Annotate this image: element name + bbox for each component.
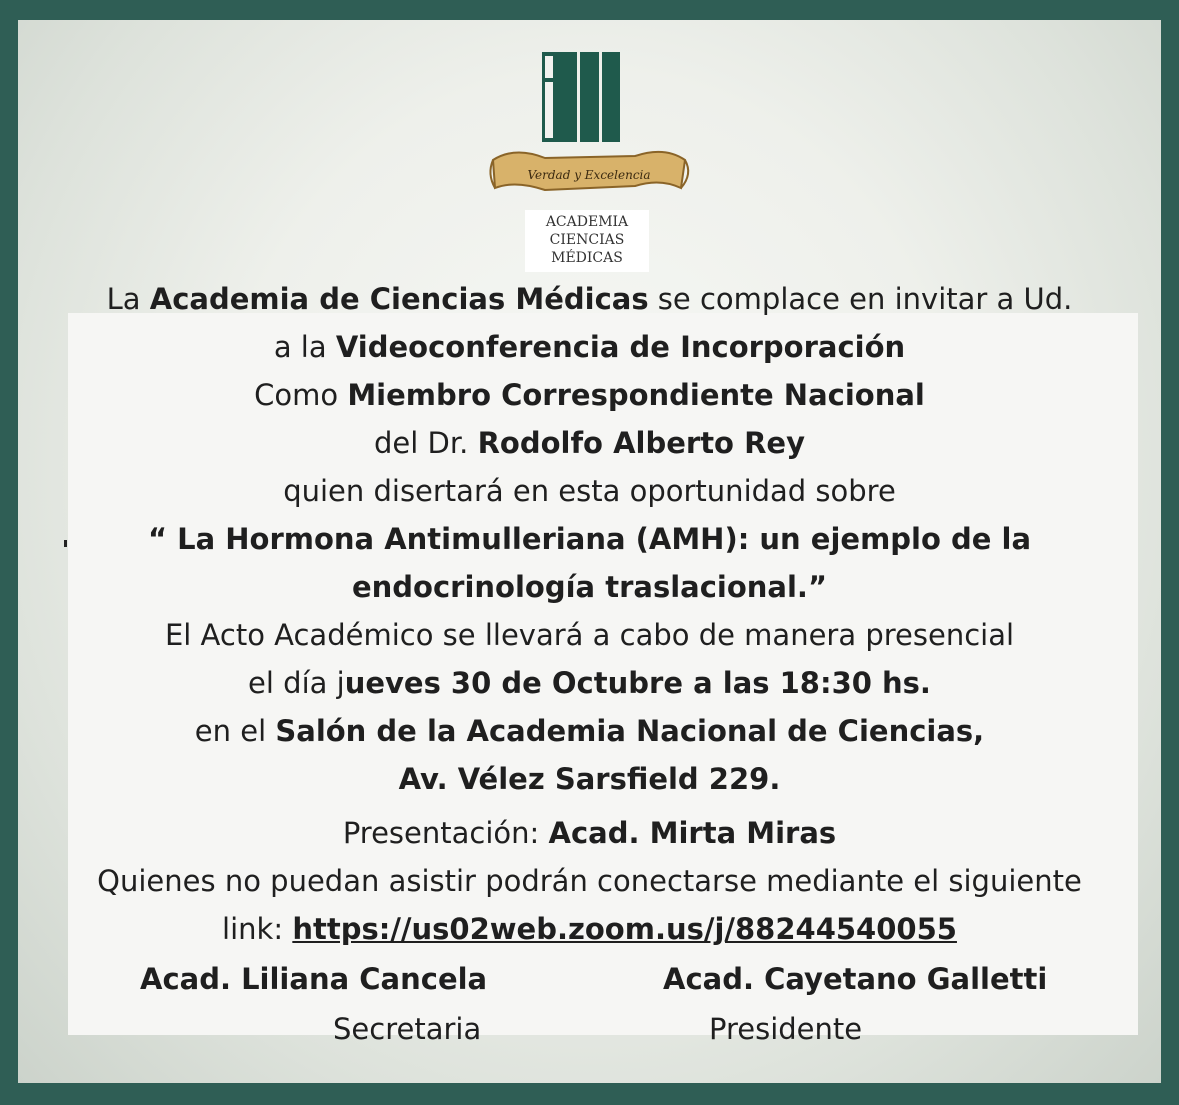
venue-line: en el Salón de la Academia Nacional de Ciencias, <box>194 714 985 748</box>
academy-name-line: MÉDICAS <box>551 250 623 266</box>
invitation-line-5: quien disertará en esta oportunidad sobre <box>283 474 896 508</box>
event-date-line: el día jueves 30 de Octubre a las 18:30 hs. <box>248 666 931 700</box>
president-name: Acad. Cayetano Galletti <box>663 962 1048 996</box>
invitation-line-3: Como Miembro Correspondiente Nacional <box>254 378 925 412</box>
invitation-line-2: a la Videoconferencia de Incorporación <box>273 330 906 364</box>
academy-name-line: ACADEMIA <box>545 214 629 230</box>
president-role: Presidente <box>709 1012 863 1046</box>
invitation-line-8: El Acto Académico se llevará a cabo de manera presencial <box>164 618 1015 652</box>
zoom-link[interactable]: https://us02web.zoom.us/j/88244540055 <box>292 912 957 946</box>
link-line: link: https://us02web.zoom.us/j/88244540055 <box>222 912 957 946</box>
address-line: Av. Vélez Sarsfield 229. <box>398 762 781 796</box>
secretary-role: Secretaria <box>333 1012 482 1046</box>
academy-name-line: CIENCIAS <box>549 232 625 248</box>
logo-motto: Verdad y Excelencia <box>527 168 651 182</box>
remote-info-line: Quienes no puedan asistir podrán conectarse mediante el siguiente <box>97 864 1082 898</box>
lecture-title-line-1: “ La Hormona Antimulleriana (AMH): un ejemplo de la <box>147 522 1032 556</box>
secretary-name: Acad. Liliana Cancela <box>140 962 488 996</box>
lecture-title-line-2: endocrinología traslacional.” <box>351 570 828 604</box>
invitation-line-4: del Dr. Rodolfo Alberto Rey <box>374 426 805 460</box>
academy-name-box <box>525 210 649 272</box>
invitation-line-1: La Academia de Ciencias Médicas se complace en invitar a Ud. <box>106 282 1073 316</box>
presenter-line: Presentación: Acad. Mirta Miras <box>342 816 837 850</box>
